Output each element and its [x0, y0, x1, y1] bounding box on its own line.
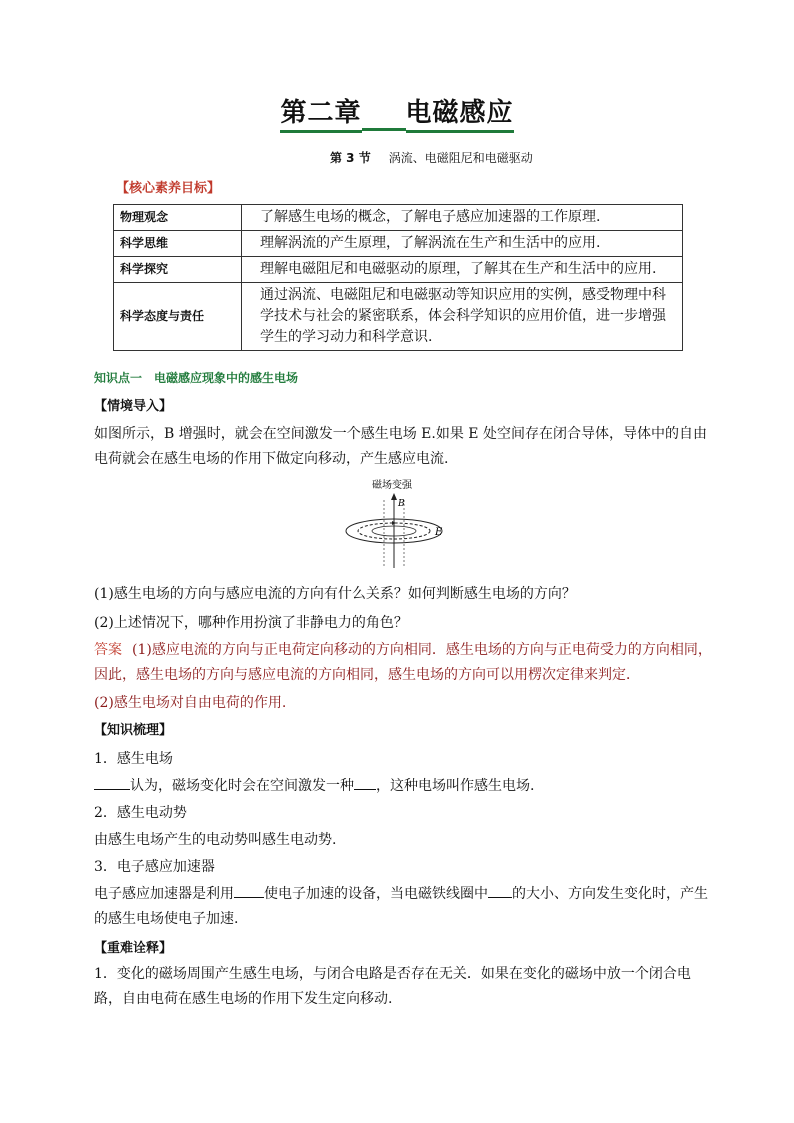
review-item-2-title: 2．感生电动势 [94, 805, 187, 821]
table-row [114, 205, 683, 231]
chapter-name: 电磁感应 [406, 98, 514, 133]
figure-label-top: 磁场变强 [372, 480, 412, 491]
answer-part-2: (2)感生电场对自由电荷的作用. [94, 695, 287, 711]
title-underline-gap [362, 127, 406, 131]
section-title: 涡流、电磁阻尼和电磁驱动 [388, 151, 533, 165]
review-item-2-text: 由感生电场产生的电动势叫感生电动势. [94, 832, 337, 848]
knowledge-point-heading: 知识点一 电磁感应现象中的感生电场 [94, 371, 299, 385]
core-goals-table [113, 204, 683, 351]
intro-section [94, 394, 714, 472]
magnetic-field-figure [340, 476, 460, 572]
goal-key: 科学思维 [114, 231, 242, 257]
answer-part-1: (1)感应电流的方向与正电荷定向移动的方向相同．感生电场的方向与正电荷受力的方向相同，因此，感生电场的方向与感应电流的方向相同，感生电场的方向可以用楞次定律来判定． [94, 642, 712, 683]
intro-heading: 【情境导入】 [94, 399, 173, 414]
question-2: (2)上述情况下，哪种作用扮演了非静电力的角色？ [94, 615, 408, 631]
fill-blank[interactable] [94, 775, 130, 790]
section-heading [330, 149, 533, 166]
review-item-1-text [94, 774, 714, 799]
goal-key: 物理观念 [114, 205, 242, 231]
difficulty-text: 1．变化的磁场周围产生感生电场，与闭合电路是否存在无关．如果在变化的磁场中放一个闭合电路，自由电荷在感生电场的作用下发生定向移动. [94, 966, 691, 1007]
review-text: 电子感应加速器是利用 [94, 886, 234, 902]
knowledge-review [94, 718, 714, 932]
goal-value: 了解感生电场的概念，了解电子感应加速器的工作原理. [242, 205, 683, 231]
goal-value: 理解涡流的产生原理，了解涡流在生产和生活中的应用. [242, 231, 683, 257]
figure-label-b: B [398, 499, 405, 509]
core-goals-heading: 【核心素养目标】 [116, 181, 221, 196]
questions [94, 582, 714, 636]
field-arrow [391, 493, 397, 500]
answer-section [94, 638, 714, 716]
fill-blank[interactable] [488, 883, 512, 898]
difficulty-section [94, 936, 714, 1012]
chapter-number: 第二章 [280, 98, 361, 133]
section-number: 第 3 节 [330, 151, 371, 165]
review-item-1-title: 1．感生电场 [94, 751, 173, 767]
goal-value: 通过涡流、电磁阻尼和电磁驱动等知识应用的实例，感受物理中科学技术与社会的紧密联系，体会科学知识的应用价值，进一步增强学生的学习动力和科学意识. [242, 283, 683, 351]
intro-text: 如图所示，B 增强时，就会在空间激发一个感生电场 E.如果 E 处空间存在闭合导体，导体中的自由电荷就会在感生电场的作用下做定向移动，产生感应电流. [94, 426, 707, 467]
goal-key: 科学探究 [114, 257, 242, 283]
review-text: 的大小、方向发生变化时，产生的感生电场使电子加速. [94, 886, 708, 927]
figure-label-e: E [435, 527, 443, 538]
fill-blank[interactable] [354, 775, 376, 790]
question-1: (1)感生电场的方向与感应电流的方向有什么关系？如何判断感生电场的方向？ [94, 586, 576, 602]
fill-blank[interactable] [234, 883, 264, 898]
goal-key: 科学态度与责任 [114, 283, 242, 351]
review-text: ，这种电场叫作感生电场. [376, 778, 535, 794]
table-row [114, 231, 683, 257]
difficulty-heading: 【重难诠释】 [94, 941, 173, 956]
review-heading: 【知识梳理】 [94, 723, 173, 738]
review-item-3-title: 3．电子感应加速器 [94, 859, 215, 875]
review-item-3-text [94, 882, 714, 932]
chapter-title [0, 92, 794, 130]
answer-label: 答案 [94, 642, 122, 658]
table-row [114, 283, 683, 351]
review-text: 认为，磁场变化时会在空间激发一种 [130, 778, 354, 794]
table-row [114, 257, 683, 283]
goal-value: 理解电磁阻尼和电磁驱动的原理，了解其在生产和生活中的应用. [242, 257, 683, 283]
review-text: 使电子加速的设备，当电磁铁线圈中 [264, 886, 488, 902]
